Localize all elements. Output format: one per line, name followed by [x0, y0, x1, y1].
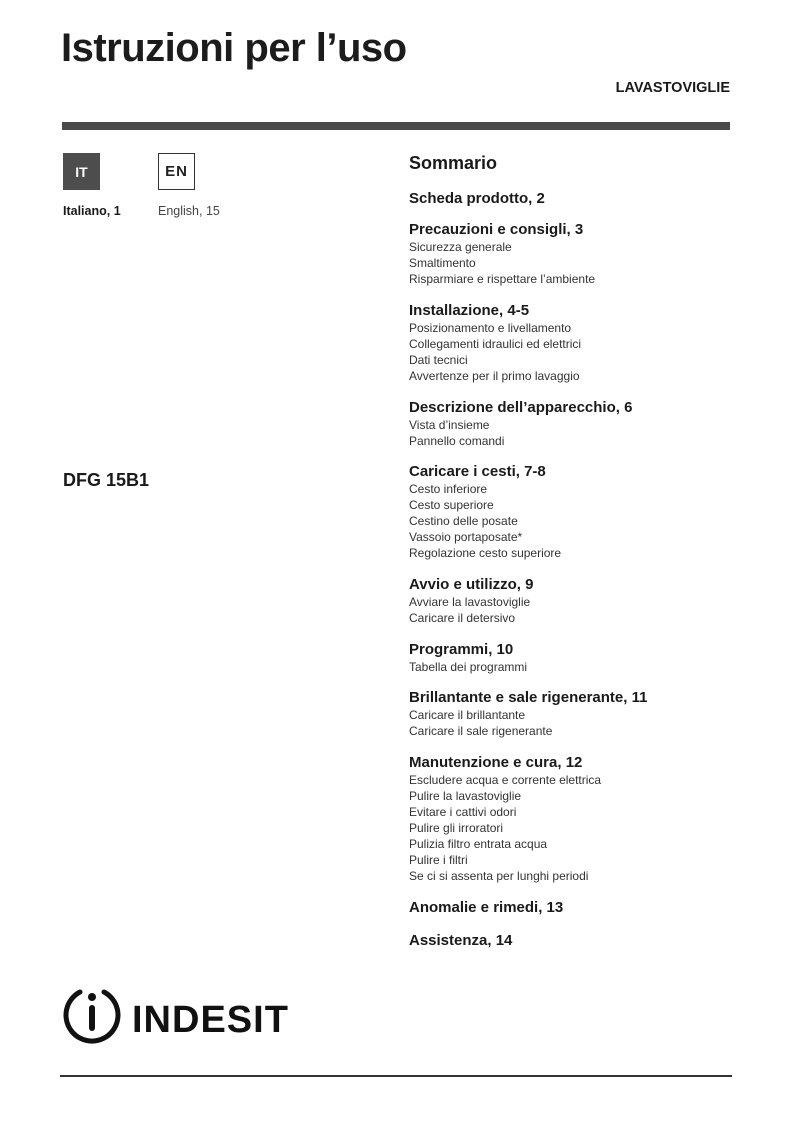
toc-subitem: Risparmiare e rispettare l’ambiente: [409, 272, 596, 286]
toc-subitem: Cesto inferiore: [409, 482, 488, 496]
toc-section-heading: Precauzioni e consigli, 3: [409, 221, 584, 238]
toc-section: [409, 301, 581, 384]
toc-section-heading: Manutenzione e cura, 12: [409, 754, 583, 771]
toc-section-heading: Scheda prodotto, 2: [409, 190, 545, 207]
toc-section: [409, 931, 512, 950]
toc-section-heading: Brillantante e sale rigenerante, 11: [409, 689, 648, 706]
header-divider: [62, 122, 730, 130]
toc-section-heading: Assistenza, 14: [409, 932, 513, 949]
toc-subitem: Se ci si assenta per lunghi periodi: [409, 869, 589, 883]
toc-subitem: Evitare i cattivi odori: [409, 805, 517, 819]
toc-subitem: Dati tecnici: [409, 353, 468, 367]
toc-subitem: Vista d’insieme: [409, 418, 490, 432]
toc-subitem: Cestino delle posate: [409, 514, 518, 528]
toc-subitem: Caricare il brillantante: [409, 708, 526, 722]
indesit-logo: [60, 980, 300, 1055]
footer-divider: [60, 1075, 732, 1077]
toc-subitem: Collegamenti idraulici ed elettrici: [409, 337, 582, 351]
svg-text:INDESIT: INDESIT: [132, 999, 289, 1041]
toc-subitem: Regolazione cesto superiore: [409, 546, 562, 560]
toc-subitem: Vassoio portaposate*: [409, 530, 523, 544]
toc-section: [409, 575, 533, 626]
language-label-en: English, 15: [158, 204, 220, 218]
toc-subitem: Posizionamento e livellamento: [409, 321, 572, 335]
toc-section-heading: Avvio e utilizzo, 9: [409, 576, 534, 593]
toc-section: [409, 688, 647, 739]
toc-subitem: Caricare il detersivo: [409, 611, 516, 625]
model-name: DFG 15B1: [63, 470, 150, 490]
toc-subitem: Cesto superiore: [409, 498, 494, 512]
toc-section: [409, 898, 563, 917]
document-title: Istruzioni per l’uso: [61, 26, 407, 70]
toc-subitem: Avvertenze per il primo lavaggio: [409, 369, 580, 383]
toc-subitem: Avviare la lavastoviglie: [409, 595, 531, 609]
toc-subitem: Pannello comandi: [409, 434, 505, 448]
toc-subitem: Tabella dei programmi: [409, 660, 528, 674]
toc-section-heading: Anomalie e rimedi, 13: [409, 899, 564, 916]
toc-section: [409, 220, 595, 287]
toc-subitem: Caricare il sale rigenerante: [409, 724, 553, 738]
product-type: LAVASTOVIGLIE: [615, 80, 730, 96]
toc-section-heading: Descrizione dell’apparecchio, 6: [409, 399, 633, 416]
toc-subitem: Escludere acqua e corrente elettrica: [409, 773, 602, 787]
language-badge-it: IT: [63, 153, 100, 190]
toc-subitem: Sicurezza generale: [409, 240, 512, 254]
toc-subitem: Pulire la lavastoviglie: [409, 789, 522, 803]
toc-section: [409, 462, 561, 561]
language-badge-en: EN: [158, 153, 195, 190]
toc-subitem: Pulire i filtri: [409, 853, 468, 867]
toc-subitem: Smaltimento: [409, 256, 476, 270]
language-label-it: Italiano, 1: [63, 204, 121, 218]
toc-section: [409, 398, 632, 449]
toc-section-heading: Installazione, 4-5: [409, 302, 530, 319]
toc-section: [409, 189, 545, 208]
indesit-logo-icon: [60, 980, 300, 1050]
toc-section: [409, 753, 601, 884]
toc-section-heading: Programmi, 10: [409, 641, 514, 658]
toc-section-heading: Caricare i cesti, 7-8: [409, 463, 546, 480]
toc-subitem: Pulizia filtro entrata acqua: [409, 837, 548, 851]
toc-subitem: Pulire gli irroratori: [409, 821, 504, 835]
toc-title: Sommario: [409, 153, 498, 173]
toc-section: [409, 640, 527, 675]
